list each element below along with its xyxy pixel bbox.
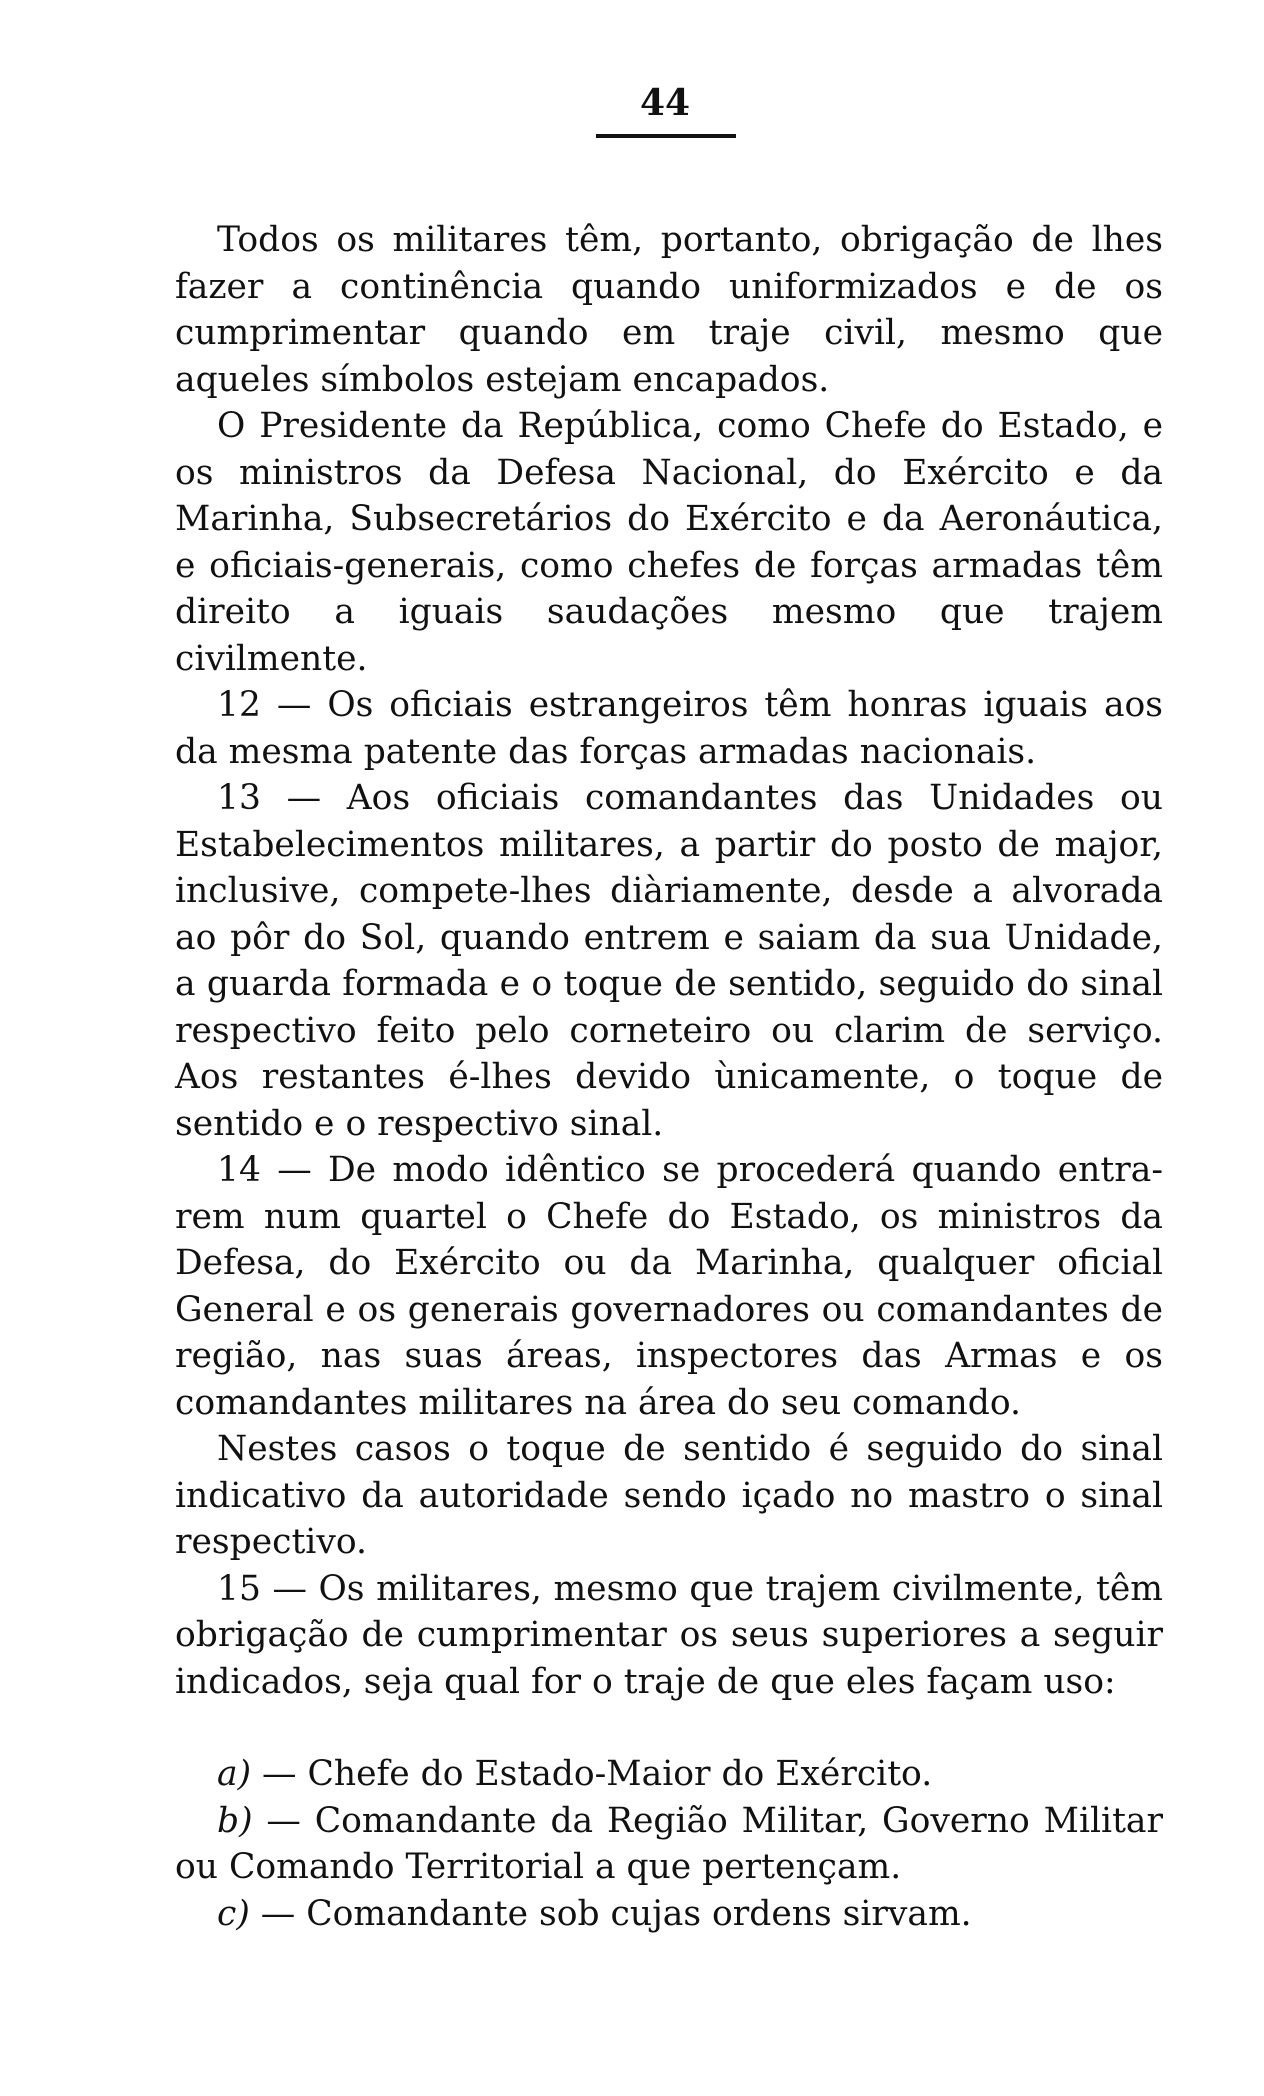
paragraph: 12 — Os oficiais estrangeiros têm honras iguais aos da mesma patente das forças armadas nacionais. <box>175 685 1163 772</box>
list-item-letter: c) <box>217 1893 250 1934</box>
list-item-text: — Comandante sob cujas ordens sirvam. <box>249 1893 972 1934</box>
list-item-letter: a) <box>217 1754 252 1794</box>
list-item <box>175 1798 1163 1891</box>
paragraph: Todos os militares têm, portanto, obrigação de lhes fazer a continência quando uniformizados e de os cumprimentar quando em traje civil, mesmo que aqueles símbolos estejam encapados. <box>175 220 1163 400</box>
list-item-letter: b) <box>217 1800 253 1841</box>
paragraph: Nestes casos o toque de sentido é seguido do sinal indicativo da autoridade sendo içado no mastro o sinal respectivo. <box>175 1429 1163 1562</box>
header-rule <box>596 134 736 138</box>
superiors-list <box>175 1751 1163 1937</box>
body-text <box>175 217 1163 1937</box>
paragraph: O Presidente da República, como Chefe do Estado, e os ministros da Defesa Nacional, do Exército e da Marinha, Subsecretários do Exército e da Aeronáutica, e oficiais-generais, como chefes de forças armadas têm direito a iguais saudações mesmo que trajem civilmente. <box>175 406 1163 679</box>
list-item-text: — Comandante da Região Militar, Governo Militar ou Comando Territorial a que pertençam. <box>175 1800 1163 1887</box>
list-item <box>175 1891 1163 1938</box>
paragraph: 14 — De modo idêntico se procederá quando entrarem num quartel o Chefe do Estado, os ministros da Defesa, do Exército ou da Marinha, qualquer oficial General e os generais governadores ou comandantes de região, nas suas áreas, inspectores das Armas e os comandantes militares na área do seu comando. <box>175 1150 1163 1423</box>
list-item <box>175 1751 1163 1798</box>
page-number: 44 <box>639 82 691 124</box>
paragraph: 13 — Aos oficiais comandantes das Unidades ou Estabelecimentos militares, a partir do posto de major, inclusive, compete-lhes diàriamente, desde a alvorada ao pôr do Sol, quando entrem e saiam da sua Unidade, a guarda formada e o toque de sentido, seguido do sinal respectivo feito pelo corneteiro ou clarim de serviço. Aos restantes é-lhes devido ùnicamente, o toque de sentido e o respectivo sinal. <box>175 778 1163 1144</box>
list-item-text: — Chefe do Estado-Maior do Exército. <box>251 1754 933 1794</box>
paragraph: 15 — Os militares, mesmo que trajem civilmente, têm obrigação de cumprimentar os seus superiores a seguir indicados, seja qual for o traje de que eles façam uso: <box>175 1568 1163 1702</box>
